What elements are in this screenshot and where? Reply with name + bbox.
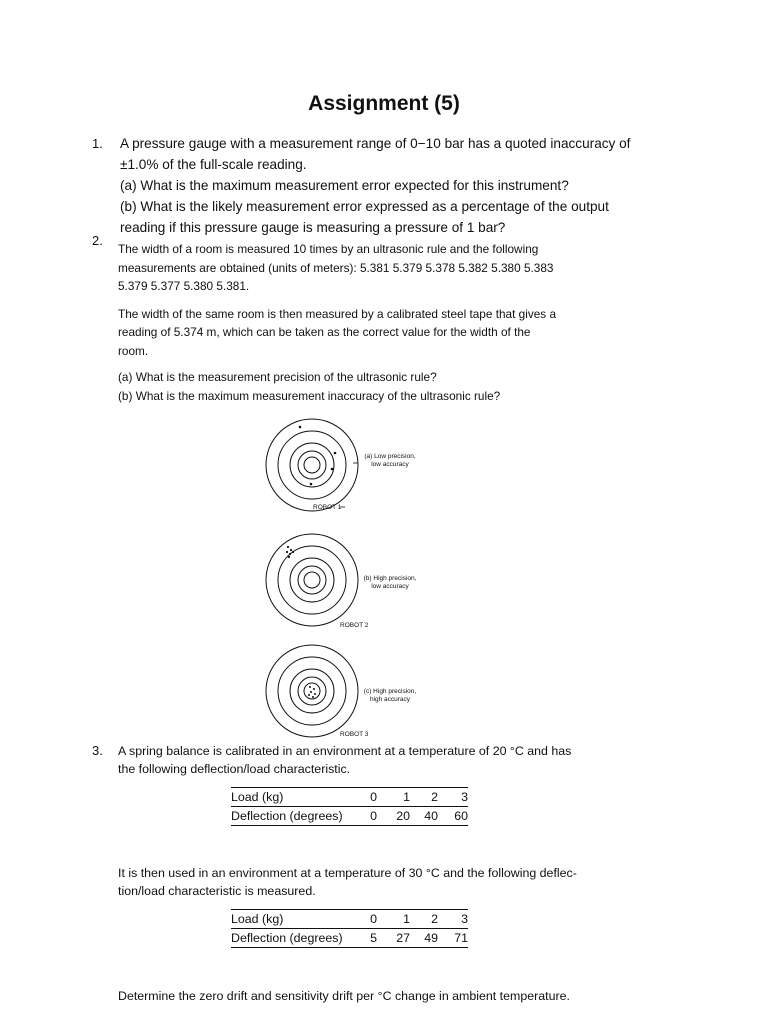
question-1 bbox=[120, 133, 630, 238]
target-1-caption: (a) Low precision, low accuracy bbox=[364, 453, 416, 468]
question-3-intro bbox=[118, 742, 571, 778]
precision-accuracy-figure bbox=[255, 415, 455, 745]
question-2-number: 2. bbox=[92, 233, 103, 248]
table-cell: 3 bbox=[438, 788, 468, 807]
q1-line: ±1.0% of the full-scale reading. bbox=[120, 157, 307, 172]
robot-1-label: ROBOT 1 bbox=[313, 504, 342, 511]
q2-line: The width of the same room is then measured by a calibrated steel tape that gives a bbox=[118, 306, 557, 321]
table-cell: 1 bbox=[377, 788, 410, 807]
q2-line: reading of 5.374 m, which can be taken as the correct value for the width of the bbox=[118, 325, 531, 339]
q3-line: It is then used in an environment at a temperature of 30 °C and the following deflec- bbox=[118, 866, 577, 880]
table-row-label: Load (kg) bbox=[231, 910, 359, 929]
question-3-number: 3. bbox=[92, 743, 103, 758]
table-cell: 20 bbox=[377, 807, 410, 826]
q2-part-a: (a) What is the measurement precision of the ultrasonic rule? bbox=[118, 370, 437, 384]
table-cell: 0 bbox=[359, 788, 377, 807]
q1-part-a: (a) What is the maximum measurement error expected for this instrument? bbox=[120, 178, 569, 193]
q3-line: tion/load characteristic is measured. bbox=[118, 884, 316, 898]
q2-line: measurements are obtained (units of meters): 5.381 5.379 5.378 5.382 5.380 5.383 bbox=[118, 260, 554, 275]
target-3-caption: (c) High precision, high accuracy bbox=[363, 688, 417, 703]
q2-line: room. bbox=[118, 343, 149, 358]
q1-line: reading if this pressure gauge is measuring a pressure of 1 bar? bbox=[120, 220, 506, 235]
table-cell: 1 bbox=[377, 910, 410, 929]
target-2-caption: (b) High precision, low accuracy bbox=[363, 575, 417, 590]
robot-2-label: ROBOT 2 bbox=[340, 622, 369, 629]
table-cell: 49 bbox=[410, 929, 438, 948]
q3-line: A spring balance is calibrated in an environment at a temperature of 20 °C and has bbox=[118, 744, 572, 758]
table-cell: 5 bbox=[359, 929, 377, 948]
question-1-number: 1. bbox=[92, 136, 103, 151]
table-cell: 0 bbox=[359, 807, 377, 826]
question-3-middle bbox=[118, 864, 577, 900]
q3-line: the following deflection/load characteristic. bbox=[118, 762, 351, 776]
q1-part-b: (b) What is the likely measurement error expressed as a percentage of the output bbox=[120, 199, 609, 214]
calibration-table-20c bbox=[231, 787, 468, 826]
table-cell: 0 bbox=[359, 910, 377, 929]
target-robot-3 bbox=[266, 645, 358, 737]
table-cell: 27 bbox=[377, 929, 410, 948]
table-cell: 40 bbox=[410, 807, 438, 826]
q2-line: The width of a room is measured 10 times by an ultrasonic rule and the following bbox=[118, 242, 539, 256]
q2-part-b: (b) What is the maximum measurement inaccuracy of the ultrasonic rule? bbox=[118, 388, 501, 403]
table-row-label: Deflection (degrees) bbox=[231, 807, 359, 826]
table-row-label: Load (kg) bbox=[231, 788, 359, 807]
q2-line: 5.379 5.377 5.380 5.381. bbox=[118, 279, 250, 293]
table-row-label: Deflection (degrees) bbox=[231, 929, 359, 948]
shots-robot-3 bbox=[308, 686, 316, 698]
q1-line: A pressure gauge with a measurement range of 0−10 bar has a quoted inaccuracy of bbox=[120, 136, 631, 151]
target-robot-2 bbox=[266, 534, 358, 626]
question-3-final: Determine the zero drift and sensitivity drift per °C change in ambient temperature. bbox=[118, 989, 570, 1003]
target-robot-1 bbox=[266, 419, 358, 511]
question-2 bbox=[118, 240, 556, 405]
calibration-table-30c bbox=[231, 909, 468, 948]
table-cell: 60 bbox=[438, 807, 468, 826]
robot-3-label: ROBOT 3 bbox=[340, 731, 369, 738]
table-cell: 71 bbox=[438, 929, 468, 948]
table-cell: 2 bbox=[410, 788, 438, 807]
page-title: Assignment (5) bbox=[308, 92, 460, 115]
table-cell: 2 bbox=[410, 910, 438, 929]
table-cell: 3 bbox=[438, 910, 468, 929]
